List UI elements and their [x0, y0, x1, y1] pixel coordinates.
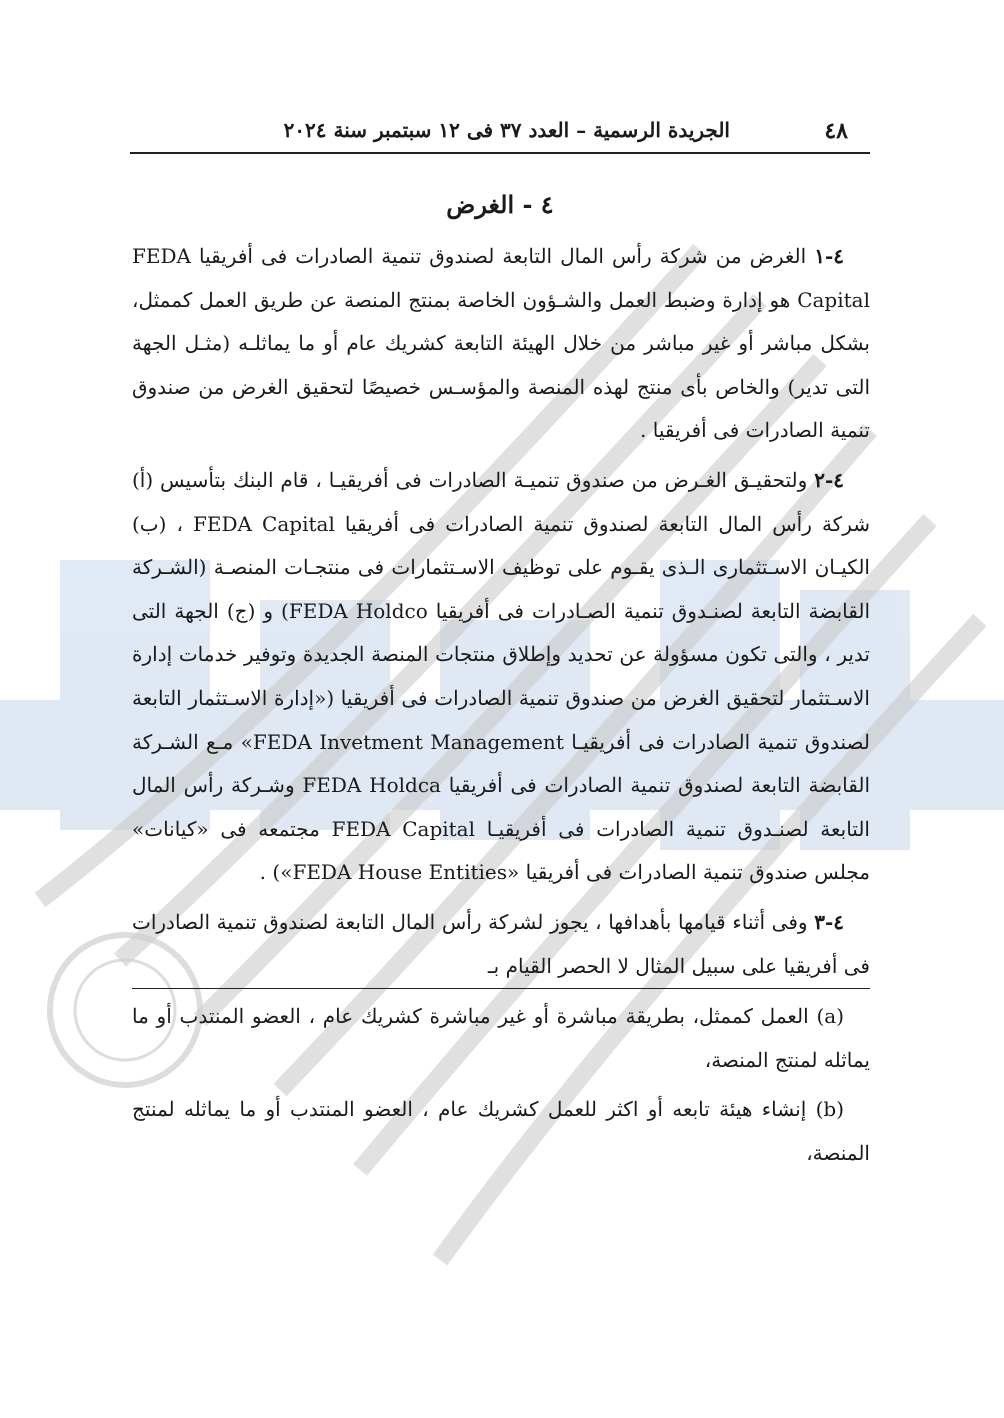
- paragraph-4-2: [132, 459, 870, 895]
- running-head: الجريدة الرسمية – العدد ٣٧ فى ١٢ سبتمبر سنة ٢٠٢٤: [283, 118, 730, 142]
- paragraph-4-1: [132, 235, 870, 453]
- section-title: ٤ - الغرض: [446, 190, 554, 219]
- list-item-a: [132, 995, 870, 1082]
- paragraph-number: ٤-٢: [814, 467, 844, 492]
- paragraph-number: ٤-٣: [814, 909, 845, 934]
- page-number: ٤٨: [824, 118, 848, 144]
- body-text: [132, 235, 870, 1181]
- list-item-label: (b): [815, 1097, 844, 1122]
- list-item-b: [132, 1088, 870, 1175]
- list-item-text: العمل كممثل، بطريقة مباشرة أو غير مباشرة كشريك عام ، العضو المنتدب أو ما يماثله لمنتج المنصة،: [132, 1004, 870, 1072]
- page-header: [130, 112, 870, 154]
- paragraph-text: ولتحقيـق الغـرض من صندوق تنميـة الصادرات فى أفريقيـا ، قام البنك بتأسيس (أ) شركة رأس المال التابعة لصندوق تنمية الصادرات فى أفريقيا FEDA Capital ، (ب) الكيـان الاسـتثمارى الـذى يقـوم على توظيف الاسـتثمارات فى منتجـات المنصـة (الشـركة القابضة التابعة لصنـدوق تنمية الصـادرات فى أفريقيا FEDA Holdco) و (ج) الجهة التى تدير ، والتى تكون مسؤولة عن تحديد وإطلاق منتجات المنصة الجديدة وتوفير خدمات إدارة الاسـتثمار لتحقيق الغرض من صندوق تنمية الصادرات فى أفريقيا («إدارة الاسـتثمار التابعة لصندوق تنمية الصادرات فى أفريقيـا FEDA Invetment Management» مـع الشـركة القابضة التابعة لصندوق تنمية الصادرات فى أفريقيا FEDA Holdca وشـركة رأس المال التابعة لصنـدوق تنمية الصادرات فى أفريقيـا FEDA Capital مجتمعه فى «كيانات» مجلس صندوق تنمية الصادرات فى أفريقيا «FEDA House Entities») .: [132, 467, 871, 885]
- paragraph-number: ٤-١: [814, 244, 845, 268]
- paragraph-text: الغرض من شركة رأس المال التابعة لصندوق تنمية الصادرات فى أفريقيا FEDA Capital هو إدارة وضبط العمل والشـؤون الخاصة بمنتج المنصة عن طريق العمل كممثل، بشكل مباشر أو غير مباشر من خلال الهيئة التابعة كشريك عام أو ما يماثلـه (مثـل الجهة التى تدير) والخاص بأى منتج لهذه المنصة والمؤسـس خصيصًا لتحقيق الغرض من صندوق تنمية الصادرات فى أفريقيا .: [132, 244, 870, 443]
- list-item-text: إنشاء هيئة تابعه أو اكثر للعمل كشريك عام ، العضو المنتدب أو ما يماثله لمنتج المنصة،: [132, 1097, 870, 1165]
- paragraph-text: وفى أثناء قيامها بأهدافها ، يجوز لشركة رأس المال التابعة لصندوق تنمية الصادرات فى أفريقيا على سبيل المثال لا الحصر القيام بـ: [132, 909, 870, 978]
- list-item-label: (a): [816, 1004, 844, 1029]
- paragraph-4-3: [132, 901, 870, 989]
